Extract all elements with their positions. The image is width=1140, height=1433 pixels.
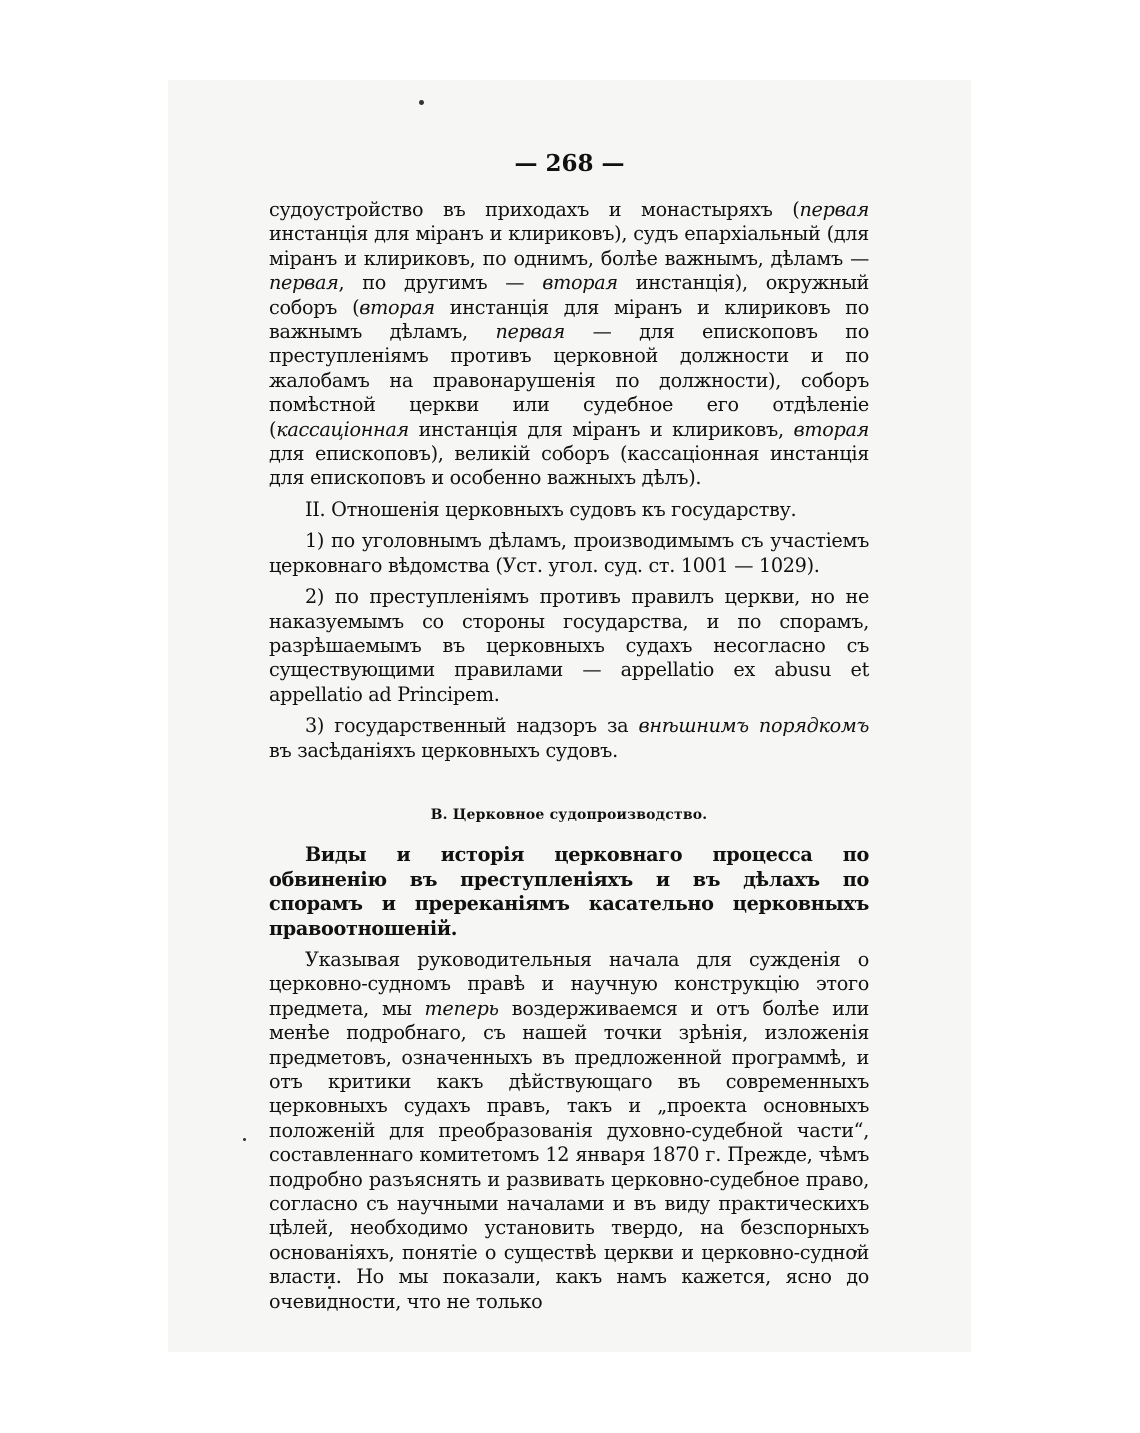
paragraph-item-3: 3) государственный надзоръ за внѣшнимъ порядкомъ въ засѣданіяхъ церковныхъ судовъ. xyxy=(269,714,869,762)
paragraph-court-structure: судоустройство въ приходахъ и монастыряхъ (первая инстанція для міранъ и клириковъ), судъ епархіальный (для міранъ и клириковъ, по однимъ, болѣе важнымъ, дѣламъ — первая, по другимъ — вторая инстанція), окружный соборъ (вторая инстанція для міранъ и клириковъ по важнымъ дѣламъ, первая — для епископовъ по преступленіямъ противъ церковной должности и по жалобамъ на правонарушенія по должности), соборъ помѣстной церкви или судебное его отдѣленіе (кассаціонная инстанція для міранъ и клириковъ, вторая для епископовъ), великій соборъ (кассаціонная инстанція для епископовъ и особенно важныхъ дѣлъ). xyxy=(269,198,870,490)
section-heading: В. Церковное судопроизводство. xyxy=(430,806,708,823)
paragraph-item-1: 1) по уголовнымъ дѣламъ, производимымъ съ участіемъ церковнаго вѣдомства (Уст. угол. суд. ст. 1001 — 1029). xyxy=(269,529,869,577)
speck-mark xyxy=(419,100,424,105)
paragraph-item-2: 2) по преступленіямъ противъ правилъ церкви, но не наказуемымъ со стороны государства, и по спорамъ, разрѣшаемымъ въ церковныхъ судахъ несогласно съ существующими правилами — appellatio ex abusu et appellatio ad Principem. xyxy=(269,585,869,706)
page-number: — 268 — xyxy=(514,150,625,177)
paragraph-main: Указывая руководительныя начала для сужденія о церковно-судномъ правѣ и научную конструкцію этого предмета, мы теперь воздерживаемся и отъ болѣе или менѣе подробнаго, съ нашей точки зрѣнія, изложенія предметовъ, означенныхъ въ предложенной программѣ, и отъ критики какъ дѣйствующаго въ современныхъ церковныхъ судахъ правъ, такъ и „проекта основныхъ положеній для преобразованія духовно-судебной части“, составленнаго комитетомъ 12 января 1870 г. Прежде, чѣмъ подробно разъяснять и развивать церковно-судебное право, согласно съ научными началами и въ виду практическихъ цѣлей, необходимо установить твердо, на безспорныхъ основаніяхъ, понятіе о существѣ церкви и церковно-судной власти. Но мы показали, какъ намъ кажется, ясно до очевидности, что не только xyxy=(269,947,869,1313)
paragraph-section-intro: Виды и исторія церковнаго процесса по обвиненію въ преступленіяхъ и въ дѣлахъ по спорамъ и пререканіямъ касательно церковныхъ правоотношеній. xyxy=(269,843,869,940)
book-page xyxy=(168,80,971,1352)
spacer xyxy=(269,770,869,803)
paragraph-relations-heading: II. Отношенія церковныхъ судовъ къ государству. xyxy=(305,497,797,521)
body-text xyxy=(269,198,869,1321)
speck-mark xyxy=(243,1138,246,1141)
